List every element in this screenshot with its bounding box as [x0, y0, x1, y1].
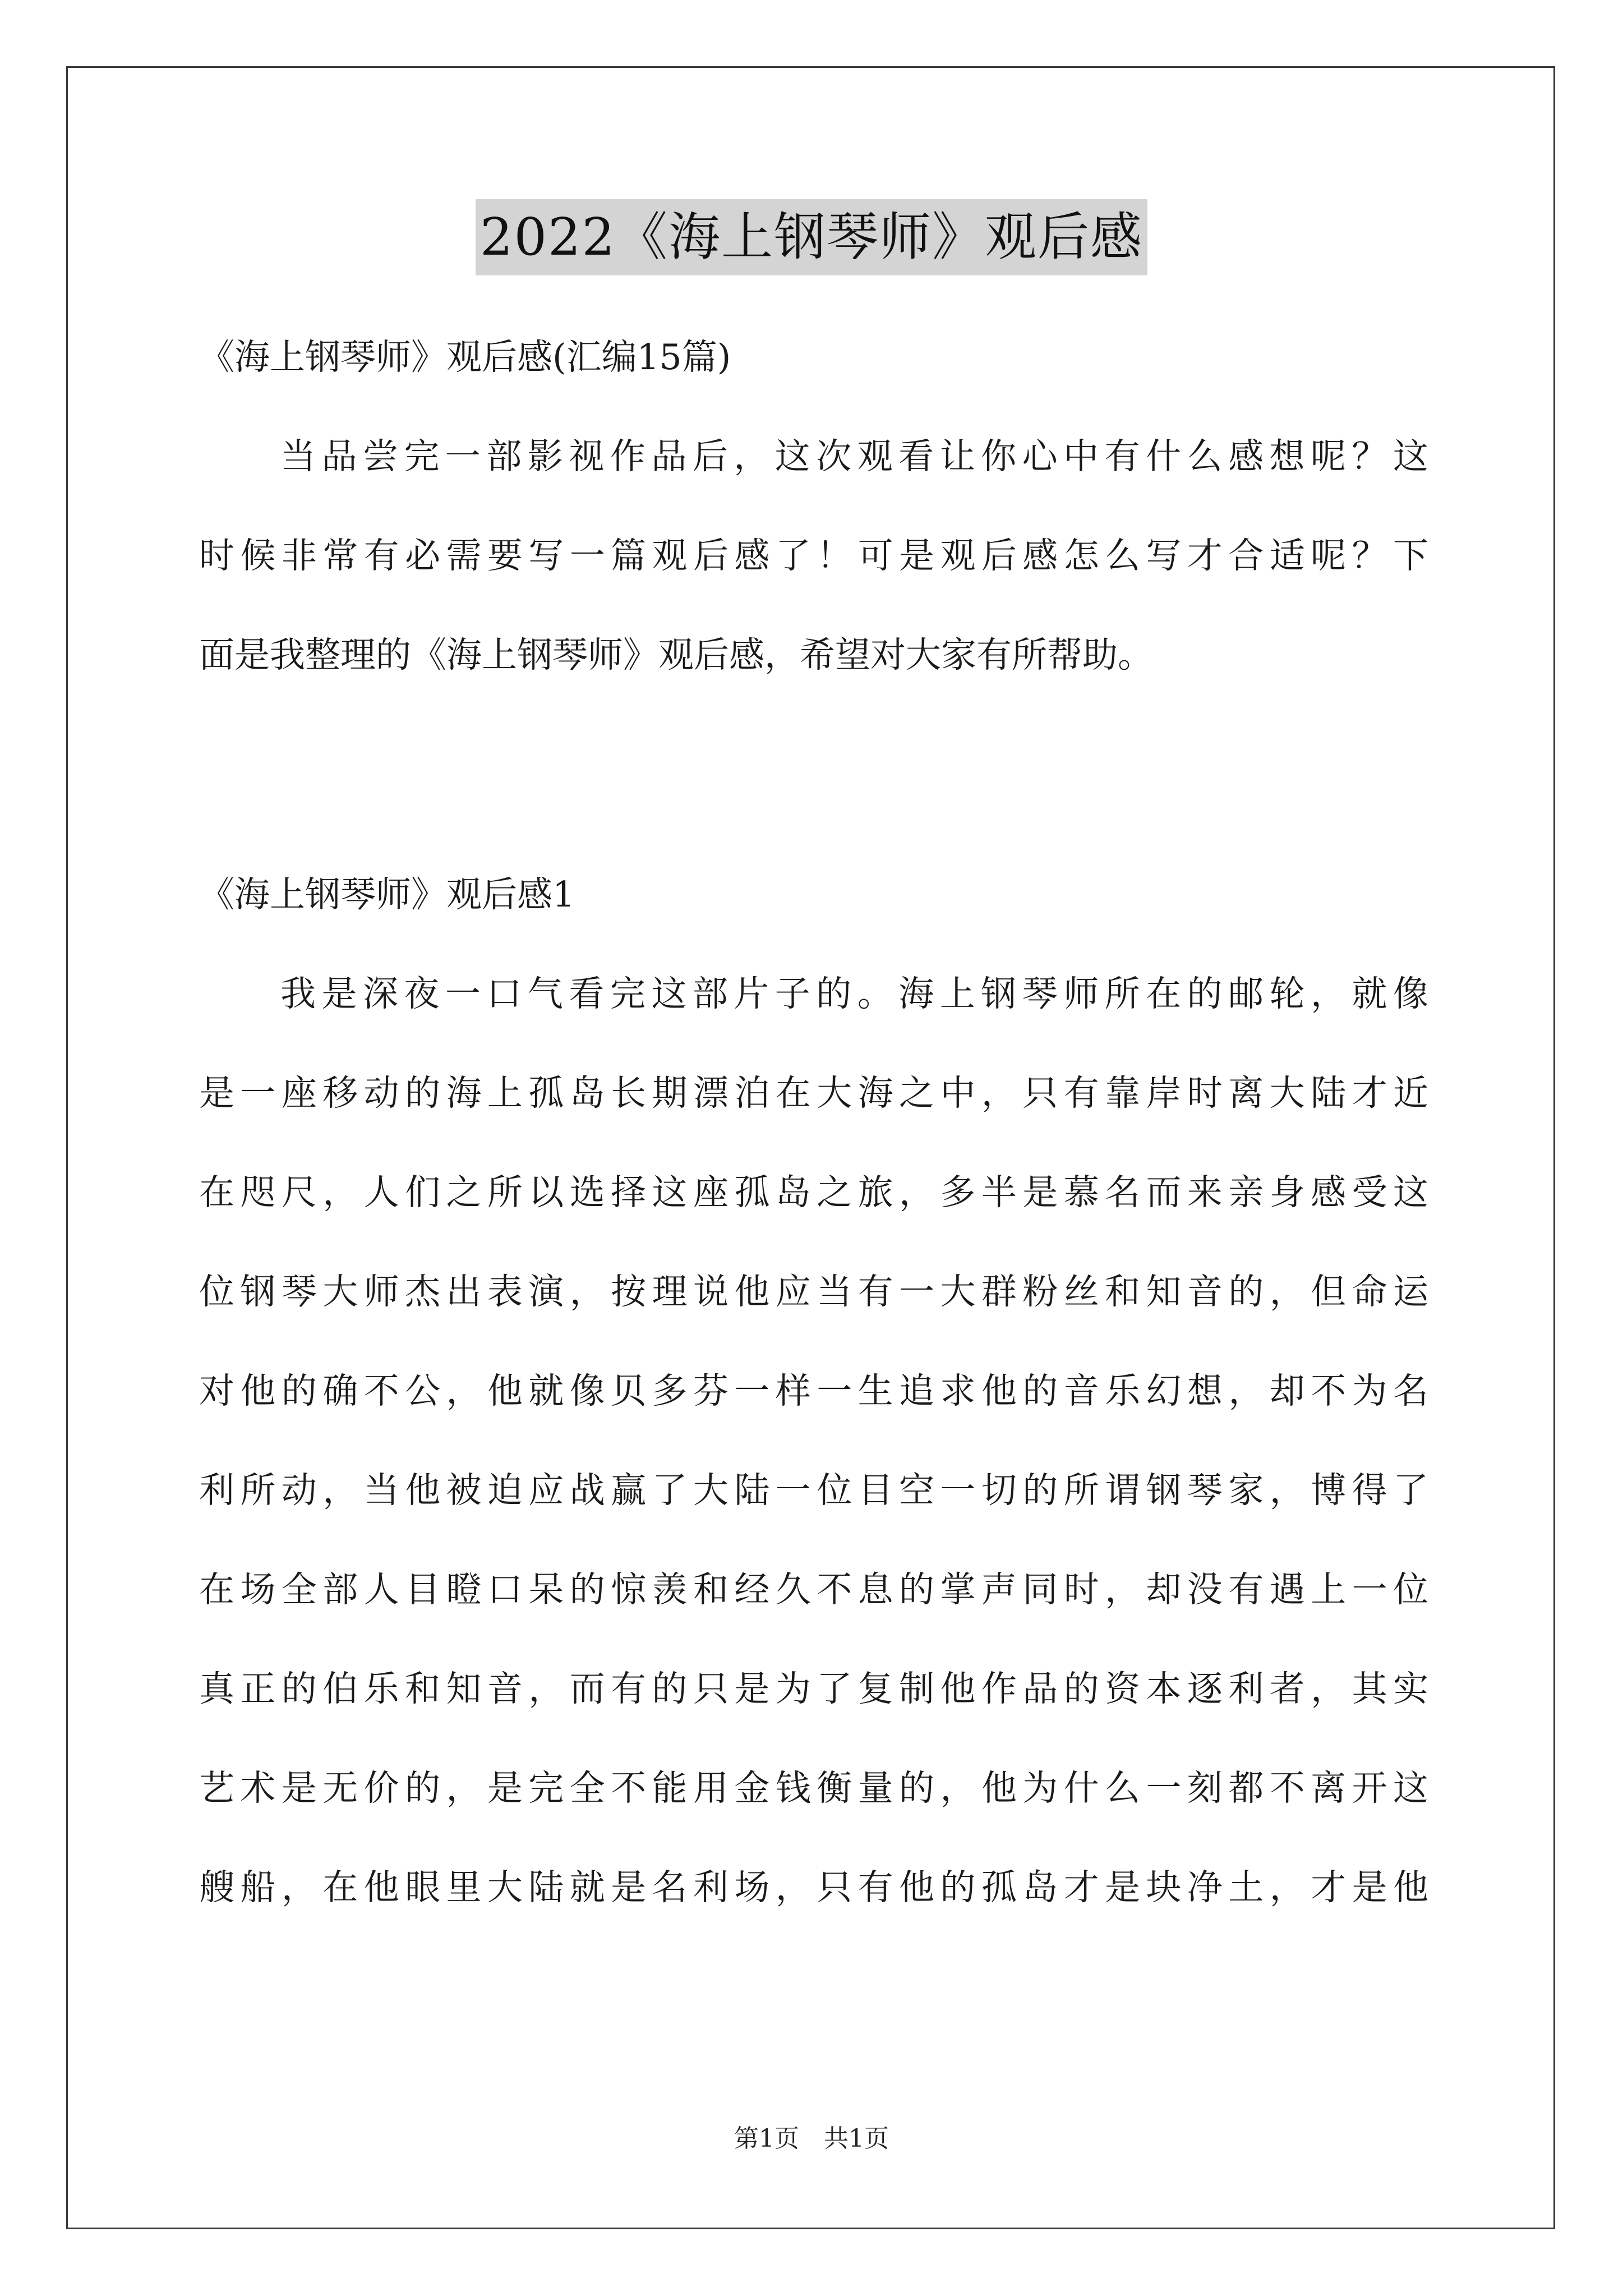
paragraph-line: 在场全部人目瞪口呆的惊羡和经久不息的掌声同时，却没有遇上一位 [199, 1569, 1428, 1610]
paragraph-line: 是一座移动的海上孤岛长期漂泊在大海之中，只有靠岸时离大陆才近 [199, 1073, 1428, 1114]
page-number: 第1页 [734, 2124, 799, 2153]
section1-paragraph [199, 944, 1428, 1937]
paragraph-line: 艺术是无价的，是完全不能用金钱衡量的，他为什么一刻都不离开这 [199, 1768, 1428, 1809]
paragraph-line: 当品尝完一部影视作品后，这次观看让你心中有什么感想呢？这 [280, 436, 1428, 477]
document-body [199, 307, 1428, 1937]
document-subtitle: 《海上钢琴师》观后感(汇编15篇) [199, 337, 731, 378]
page-footer [0, 2122, 1623, 2156]
paragraph-line: 利所动，当他被迫应战赢了大陆一位目空一切的所谓钢琴家，博得了 [199, 1470, 1428, 1511]
section-spacer [199, 705, 1428, 845]
paragraph-line: 位钢琴大师杰出表演，按理说他应当有一大群粉丝和知音的，但命运 [199, 1271, 1428, 1312]
paragraph-line: 时候非常有必需要写一篇观后感了！可是观后感怎么写才合适呢？下 [199, 535, 1428, 576]
paragraph-line: 真正的伯乐和知音，而有的只是为了复制他作品的资本逐利者，其实 [199, 1668, 1428, 1709]
intro-paragraph [199, 407, 1428, 705]
title-container [0, 199, 1623, 275]
paragraph-line: 在咫尺，人们之所以选择这座孤岛之旅，多半是慕名而来亲身感受这 [199, 1172, 1428, 1213]
section-heading: 《海上钢琴师》观后感1 [199, 874, 575, 915]
paragraph-line: 对他的确不公，他就像贝多芬一样一生追求他的音乐幻想，却不为名 [199, 1370, 1428, 1411]
paragraph-line: 艘船，在他眼里大陆就是名利场，只有他的孤岛才是块净土，才是他 [199, 1867, 1428, 1908]
paragraph-line: 面是我整理的《海上钢琴师》观后感，希望对大家有所帮助。 [199, 634, 1153, 675]
paragraph-line: 我是深夜一口气看完这部片子的。海上钢琴师所在的邮轮，就像 [280, 973, 1428, 1014]
page-total: 共1页 [824, 2124, 889, 2153]
document-title: 2022《海上钢琴师》观后感 [476, 199, 1147, 275]
